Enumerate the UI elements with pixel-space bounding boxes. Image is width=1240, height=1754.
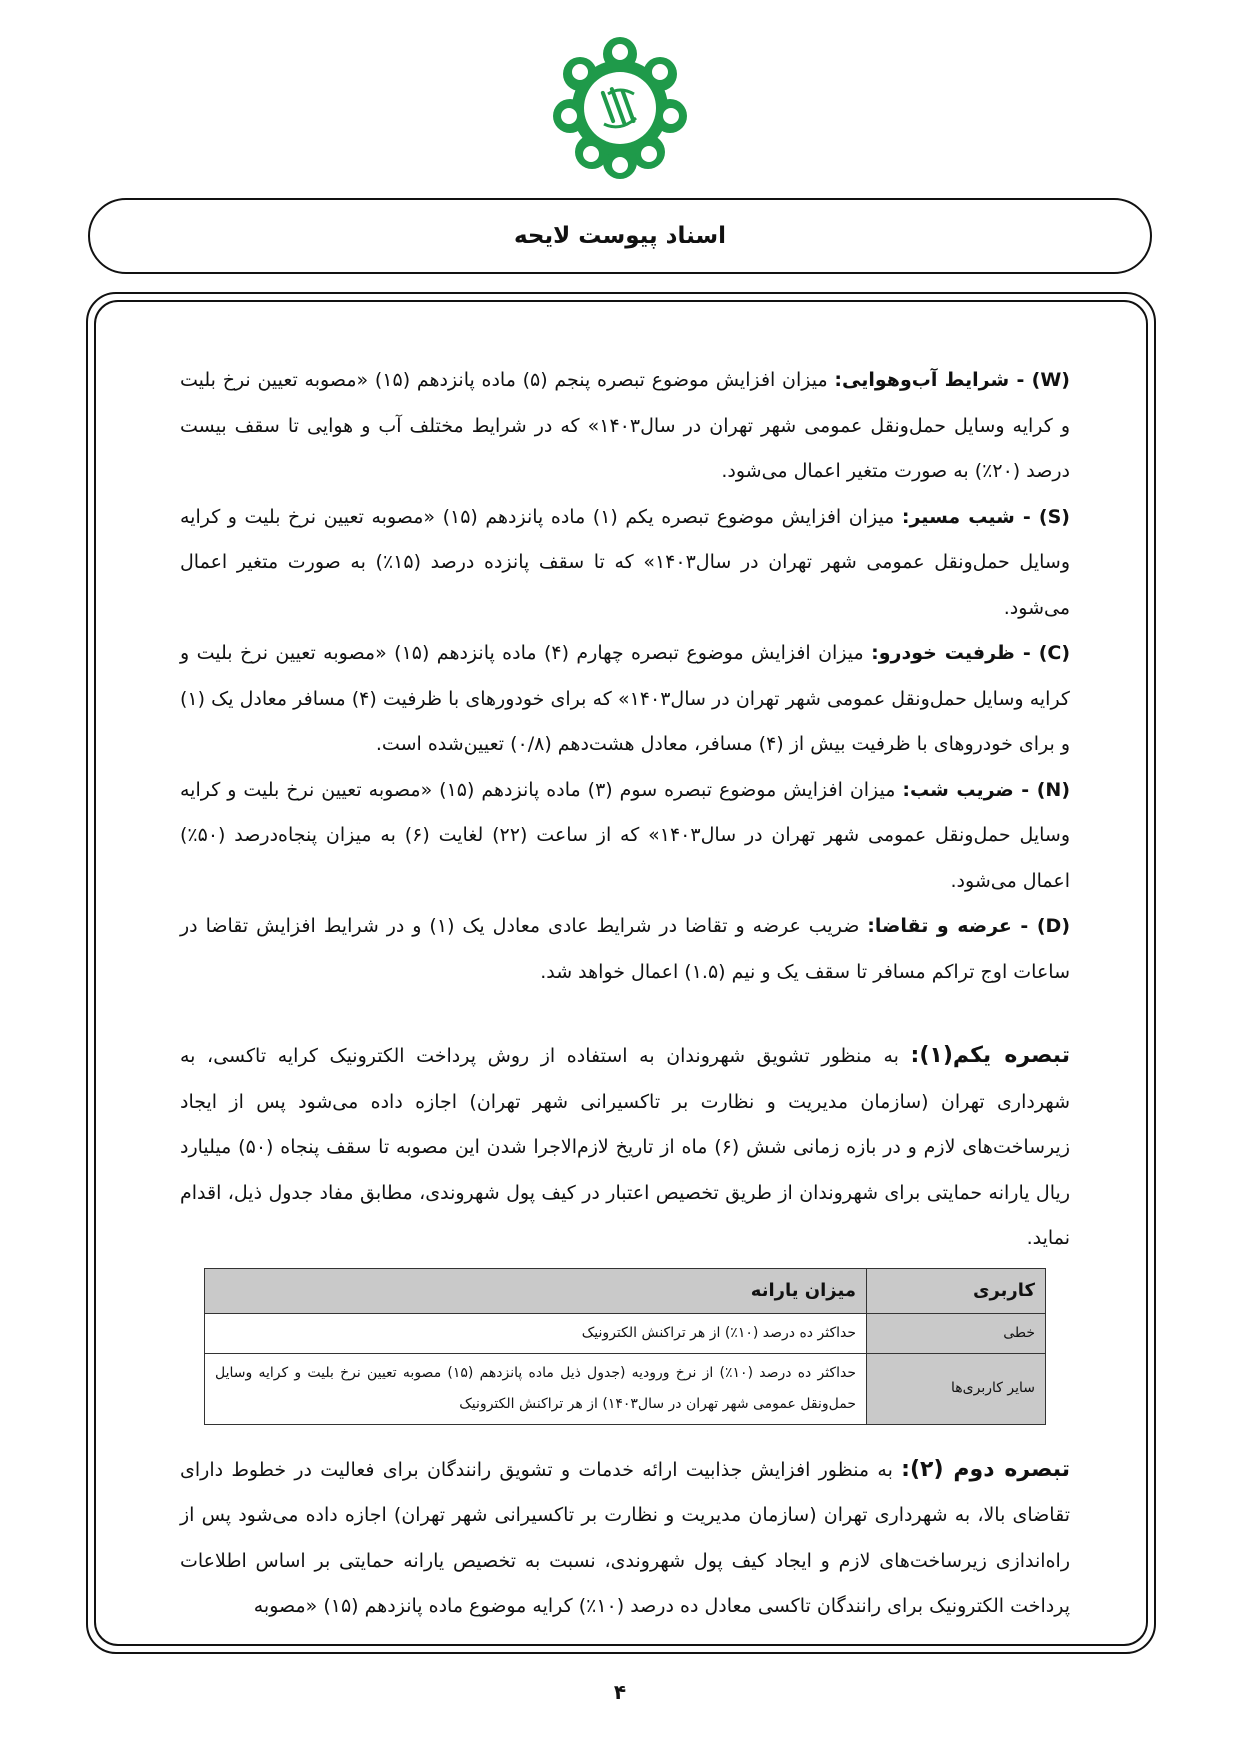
table-cell-amount: حداکثر ده درصد (۱۰٪) از نرخ ورودیه (جدول ذیل ماده پانزدهم (۱۵) مصوبه تعیین نرخ بلیت و کرایه وسایل حمل‌ونقل عمومی شهر تهران در سال۱۴۰۳) از هر تراکنش الکترونیک [205, 1353, 867, 1424]
municipality-logo [548, 32, 692, 180]
section-demand: (D) - عرضه و تقاضا: ضریب عرضه و تقاضا در شرایط عادی معادل یک (۱) و در شرایط افزایش تقاضا در ساعات اوج تراکم مسافر تا سقف یک و نیم (۱.۵) اعمال خواهد شد. [180, 915, 1070, 983]
section-slope: (S) - شیب مسیر: میزان افزایش موضوع تبصره یکم (۱) ماده پانزدهم (۱۵) «مصوبه تعیین نرخ بلیت و کرایه وسایل حمل‌ونقل عمومی شهر تهران در سال۱۴۰۳» که تا سقف پانزده درصد (۱۵٪) به صورت متغیر اعمال می‌شود. [180, 505, 1070, 619]
table-header-usage: کاربری [867, 1268, 1046, 1313]
table-row [205, 1353, 1046, 1424]
section-night: (N) - ضریب شب: میزان افزایش موضوع تبصره سوم (۳) ماده پانزدهم (۱۵) «مصوبه تعیین نرخ بلیت و کرایه وسایل حمل‌ونقل عمومی شهر تهران در سال۱۴۰۳» که از ساعت (۲۲) لغایت (۶) به میزان پنجاه‌درصد (۵۰٪) اعمال می‌شود. [180, 778, 1071, 892]
table-header-amount: میزان یارانه [205, 1268, 867, 1313]
document-body [180, 358, 1070, 1630]
section-capacity: (C) - ظرفیت خودرو: میزان افزایش موضوع تبصره چهارم (۴) ماده پانزدهم (۱۵) «مصوبه تعیین نرخ بلیت و کرایه وسایل حمل‌ونقل عمومی شهر تهران در سال۱۴۰۳» که برای خودورهای با ظرفیت (۴) مسافر معادل یک (۱) و برای خودروهای با ظرفیت بیش از (۴) مسافر، معادل هشت‌دهم (۰/۸) تعیین‌شده است. [180, 642, 1071, 755]
table-cell-usage: خطی [867, 1313, 1046, 1353]
page-number: ۴ [613, 1680, 627, 1704]
section-weather: (W) - شرایط آب‌وهوایی: میزان افزایش موضوع تبصره پنجم (۵) ماده پانزدهم (۱۵) «مصوبه تعیین نرخ بلیت و کرایه وسایل حمل‌ونقل عمومی شهر تهران در سال۱۴۰۳» که در شرایط مختلف آب و هوایی تا سقف بیست درصد (۲۰٪) به صورت متغیر اعمال می‌شود. [180, 369, 1071, 482]
table-cell-amount: حداکثر ده درصد (۱۰٪) از هر تراکنش الکترونیک [205, 1313, 867, 1353]
note-one: تبصره یکم(۱): به منظور تشویق شهروندان به استفاده از روش پرداخت الکترونیک کرایه تاکسی، به شهرداری تهران (سازمان مدیریت و نظارت بر تاکسیرانی شهر تهران) اجازه داده می‌شود پس از ایجاد زیرساخت‌های لازم و در بازه زمانی شش (۶) ماه از تاریخ لازم‌الاجرا شدن این مصوبه تا سقف پنجاه (۵۰) میلیارد ریال یارانه حمایتی برای شهروندان از طریق تخصیص اعتبار در کیف پول شهروندی، مطابق مفاد جدول ذیل، اقدام نماید. [180, 1043, 1071, 1249]
table-header-row [205, 1268, 1046, 1313]
table-cell-usage: سایر کاربری‌ها [867, 1353, 1046, 1424]
spacer [180, 995, 1070, 1033]
note-two: تبصره دوم (۲): به منظور افزایش جذابیت ارائه خدمات و تشویق رانندگان برای فعالیت در خطوط دارای تقاضای بالا، به شهرداری تهران (سازمان مدیریت و نظارت بر تاکسیرانی شهر تهران) اجازه داده می‌شود پس از راه‌اندازی زیرساخت‌های لازم و ایجاد کیف پول شهروندی، نسبت به تخصیص یارانه حمایتی بر اساس اطلاعات پرداخت الکترونیک برای رانندگان تاکسی معادل ده درصد (۱۰٪) کرایه موضوع ماده پانزدهم (۱۵) «مصوبه [180, 1456, 1070, 1617]
logo-emblem-icon [548, 32, 692, 180]
table-row [205, 1313, 1046, 1353]
header-title: اسناد پیوست لایحه [513, 223, 727, 249]
document-header [88, 198, 1152, 274]
subsidy-table [204, 1268, 1046, 1425]
